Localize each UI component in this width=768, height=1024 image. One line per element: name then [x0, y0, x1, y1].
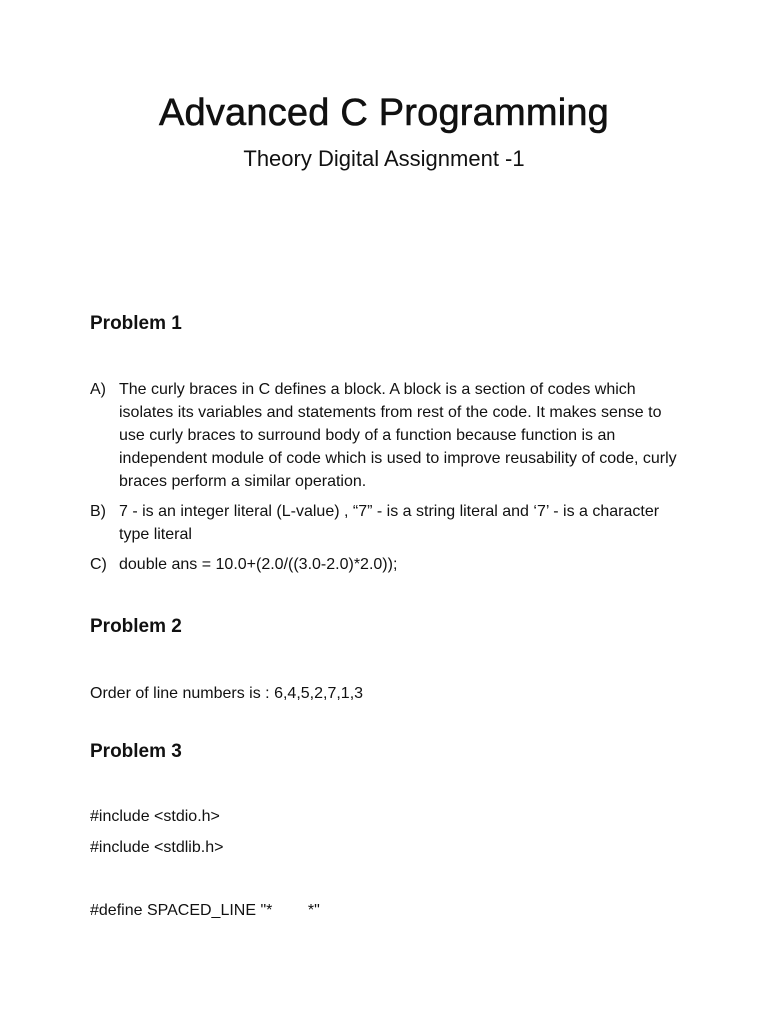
- answer-b: [90, 500, 680, 546]
- problem-3-heading: Problem 3: [90, 741, 182, 762]
- answer-a-marker: A): [90, 381, 106, 398]
- answer-a-text: The curly braces in C defines a block. A block is a section of codes which isolates its variables and statements from rest of the code. It makes sense to use curly braces to surround body of a function because function is an independent module of code which is used to improve reusability of code, curly braces perform a similar operation.: [119, 381, 677, 490]
- answer-b-text: 7 - is an integer literal (L-value) , “7” - is a string literal and ‘7’ - is a character type literal: [119, 503, 660, 543]
- answer-c-text: double ans = 10.0+(2.0/((3.0-2.0)*2.0));: [119, 556, 398, 573]
- code-line: #define SPACED_LINE "* *": [90, 902, 320, 919]
- answer-c-marker: C): [90, 556, 107, 573]
- problem-2-answer: Order of line numbers is : 6,4,5,2,7,1,3: [90, 685, 364, 702]
- problem-1-answers: [90, 378, 680, 576]
- problem-1-heading: Problem 1: [90, 313, 182, 334]
- code-line: #include <stdlib.h>: [90, 839, 224, 856]
- code-line: #include <stdio.h>: [90, 808, 220, 825]
- problem-2-heading: Problem 2: [90, 616, 182, 637]
- document-title: Advanced C Programming: [158, 92, 610, 134]
- answer-c: [90, 553, 680, 576]
- answer-a: [90, 378, 680, 493]
- document-subtitle: Theory Digital Assignment -1: [243, 146, 525, 171]
- answer-b-marker: B): [90, 503, 106, 520]
